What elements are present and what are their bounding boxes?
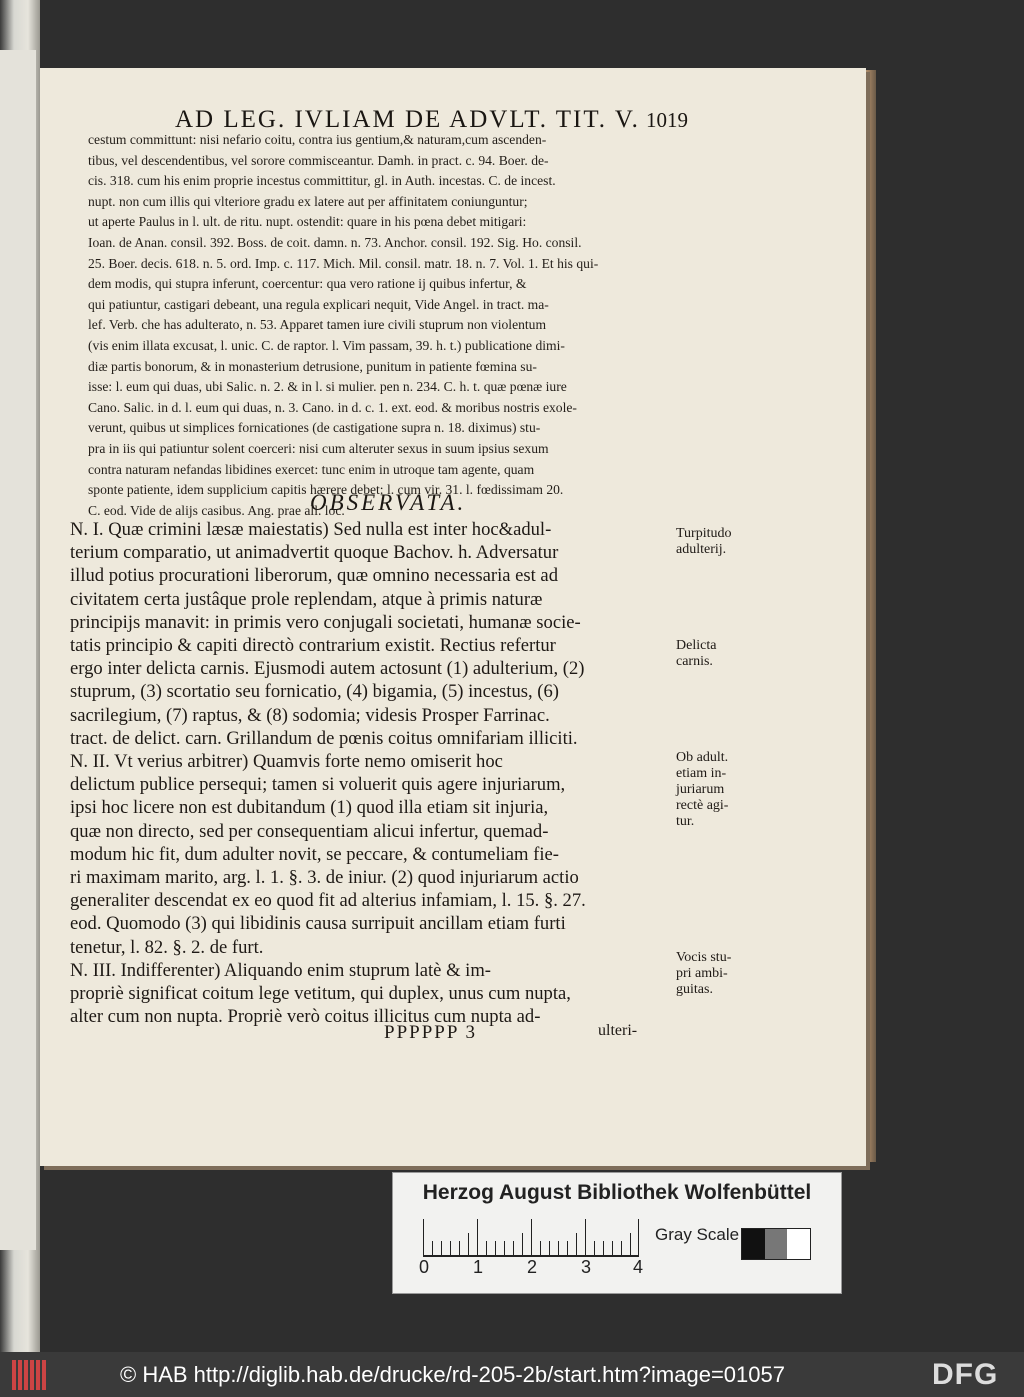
text-line: diæ partis bonorum, & in monasterium detrusione, punitum in patiente fœmina su- <box>88 358 537 374</box>
observata-line: N. II. Vt verius arbitrer) Quamvis forte nemo omiserit hoc <box>70 751 503 773</box>
observata-line: principijs manavit: in primis vero conjugali societati, humanæ socie- <box>70 611 581 633</box>
observata-text <box>70 518 670 1028</box>
text-line: cestum committunt: nisi nefario coitu, contra ius gentium,& naturam,cum ascenden- <box>88 132 547 147</box>
ruler-tick <box>540 1241 541 1255</box>
signature-mark: PPPPPP 3 <box>384 1022 477 1043</box>
ruler-number: 2 <box>527 1257 538 1277</box>
observata-heading: OBSERVATA. <box>310 490 467 515</box>
ruler-tick <box>504 1241 505 1255</box>
observata-line: tract. de delict. carn. Grillandum de pœnis coitus omnifariam illiciti. <box>70 727 578 749</box>
swatch <box>765 1229 788 1259</box>
ruler-tick <box>585 1219 586 1255</box>
observata-line: delictum publice persequi; tamen si voluerit quis agere injuriarum, <box>70 774 566 796</box>
text-line: 25. Boer. decis. 618. n. 5. ord. Imp. c. 117. Mich. Mil. consil. matr. 18. n. 7. Vol. 1. Et his qui- <box>88 255 599 271</box>
ruler-tick <box>486 1241 487 1255</box>
observata-line: quæ non directo, sed per consequentiam alicui infertur, quemad- <box>70 820 549 842</box>
observata-line: civitatem certa justâque prole replendam, atque à primis naturæ <box>70 588 543 610</box>
ruler-tick <box>450 1241 451 1255</box>
text-line: lef. Verb. che has adulterato, n. 53. Apparet tamen iure civili stuprum non violentum <box>88 317 547 333</box>
ruler-tick <box>549 1241 550 1255</box>
marginal-note: Turpitudo adulterij. <box>676 526 732 557</box>
ruler-number: 1 <box>473 1257 484 1277</box>
ruler-tick <box>432 1241 433 1255</box>
text-line: isse: l. eum qui duas, ubi Salic. n. 2. & in l. si mulier. pen n. 234. C. h. t. quæ pœnæ iure <box>88 379 567 395</box>
observata-line: ri maximam marito, arg. l. 1. §. 3. de iniur. (2) quod injuriarum actio <box>70 867 579 889</box>
body-text <box>88 130 680 521</box>
scale-ruler <box>423 1219 639 1257</box>
hab-logo-icon <box>12 1360 46 1390</box>
running-head: AD LEG. IVLIAM DE ADVLT. TIT. V. <box>175 106 640 133</box>
ruler-tick <box>567 1241 568 1255</box>
ruler-tick <box>621 1241 622 1255</box>
footer-link[interactable]: © HAB http://diglib.hab.de/drucke/rd-205-2b/start.htm?image=01057 <box>120 1362 785 1387</box>
ruler-tick <box>468 1233 469 1255</box>
ruler-tick <box>630 1233 631 1255</box>
observata-line: ergo inter delicta carnis. Ejusmodi autem actosunt (1) adulterium, (2) <box>70 658 585 680</box>
ruler-tick <box>459 1241 460 1255</box>
observata-line: illud potius procurationi liberorum, quæ omnino necessaria est ad <box>70 565 558 587</box>
catchword: ulteri- <box>598 1022 638 1039</box>
observata-line: propriè significat coitum lege vetitum, qui duplex, unus cum nupta, <box>70 983 571 1005</box>
text-line: cis. 318. cum his enim proprie incestus committitur, gl. in Auth. incestas. C. de incest. <box>88 173 556 189</box>
ruler-number: 4 <box>633 1257 644 1277</box>
observata-line: terium comparatio, ut animadvertit quoque Bachov. h. Adversatur <box>70 542 559 564</box>
ruler-tick <box>531 1219 532 1255</box>
observata-line: ipsi hoc licere non est dubitandum (1) quod illa etiam sit injuria, <box>70 797 549 819</box>
text-line: sponte patiente, idem supplicium capitis hærere debet: l. cum vir. 31. l. fœdissimam 20. <box>88 482 564 498</box>
ruler-tick <box>441 1241 442 1255</box>
observata-line: generaliter descendat ex eo quod fit ad alterius infamiam, l. 15. §. 27. <box>70 890 586 912</box>
ruler-tick <box>558 1241 559 1255</box>
observata-line: tenetur, l. 82. §. 2. de furt. <box>70 936 264 958</box>
swatch <box>787 1229 810 1259</box>
page-number: 1019 <box>646 108 688 132</box>
dfg-logo: DFG <box>932 1358 999 1391</box>
observata-line: alter cum non nupta. Propriè verò coitus illicitus cum nupta ad- <box>70 1006 541 1028</box>
ruler-tick <box>522 1233 523 1255</box>
ruler-tick <box>603 1241 604 1255</box>
observata-line: eod. Quomodo (3) qui libidinis causa surripuit ancillam etiam furti <box>70 913 566 935</box>
ruler-tick <box>576 1233 577 1255</box>
text-line: tibus, vel descendentibus, vel sorore commisceantur. Damh. in pract. c. 94. Boer. de- <box>88 152 549 168</box>
color-calibration-card <box>392 1172 842 1294</box>
library-name: Herzog August Bibliothek Wolfenbüttel <box>422 1181 812 1204</box>
gray-scale-label: Gray Scale <box>655 1225 740 1244</box>
swatch <box>742 1229 765 1259</box>
ruler-tick <box>638 1219 639 1255</box>
ruler-number: 3 <box>581 1257 592 1277</box>
ruler-number: 0 <box>419 1257 430 1277</box>
text-line: ut aperte Paulus in l. ult. de ritu. nupt. ostendit: quare in his pœna debet mitigari: <box>88 214 527 230</box>
observata-line: stuprum, (3) scortatio seu fornicatio, (4) bigamia, (5) incestus, (6) <box>70 681 559 703</box>
ruler-tick <box>513 1241 514 1255</box>
text-line: (vis enim illata excusat, l. unic. C. de raptor. l. Vim passam, 39. h. t.) publicatione dimi- <box>88 337 565 353</box>
text-line: nupt. non cum illis qui vlteriore gradu ex latere aut per affinitatem coniunguntur; <box>88 193 528 209</box>
ruler-tick <box>495 1241 496 1255</box>
ruler-tick <box>612 1241 613 1255</box>
text-line: Ioan. de Anan. consil. 392. Boss. de coit. damn. n. 73. Anchor. consil. 192. Sig. Ho. consil. <box>88 234 582 250</box>
marginal-note: Vocis stu- pri ambi- guitas. <box>676 950 732 997</box>
ruler-tick <box>423 1219 424 1255</box>
observata-line: modum hic fit, dum adulter novit, se peccare, & contumeliam fie- <box>70 843 559 865</box>
footer-bar <box>0 1352 1024 1397</box>
text-line: contra naturam nefandas libidines exercet: tunc enim in utroque tam agente, quam <box>88 461 535 477</box>
gray-scale-swatches <box>741 1228 811 1260</box>
text-line: dem modis, qui stupra inferunt, coercentur: qua vero ratione ij quibus infertur, & <box>88 276 527 292</box>
marginal-note: Ob adult. etiam in- juriarum rectè agi- tur. <box>676 750 729 829</box>
observata-line: N. III. Indifferenter) Aliquando enim stuprum latè & im- <box>70 959 492 981</box>
observata-line: N. I. Quæ crimini læsæ maiestatis) Sed nulla est inter hoc&adul- <box>70 519 552 540</box>
observata-line: sacrilegium, (7) raptus, & (8) sodomia; videsis Prosper Farrinac. <box>70 704 550 726</box>
text-line: Cano. Salic. in d. l. eum qui duas, n. 3. Cano. in d. c. 1. ext. eod. & moribus nostris exole- <box>88 399 577 415</box>
observata-line: tatis principio & capiti directò contrarium existit. Rectius refertur <box>70 635 556 657</box>
ruler-tick <box>594 1241 595 1255</box>
facing-page-edge <box>0 50 36 1250</box>
text-line: qui patiuntur, castigari debeant, una regula explicari nequit, Vide Angel. in tract. ma- <box>88 296 549 312</box>
ruler-tick <box>477 1219 478 1255</box>
marginal-note: Delicta carnis. <box>676 638 717 669</box>
text-line: verunt, quibus ut simplices fornicationes (de castigatione supra n. 18. diximus) stu- <box>88 420 541 436</box>
text-line: pra in iis qui patiuntur solent coerceri: nisi cum alteruter sexus in suum ipsius sexum <box>88 440 549 456</box>
text-line: C. eod. Vide de alijs casibus. Ang. prae all. loc. <box>88 502 345 518</box>
